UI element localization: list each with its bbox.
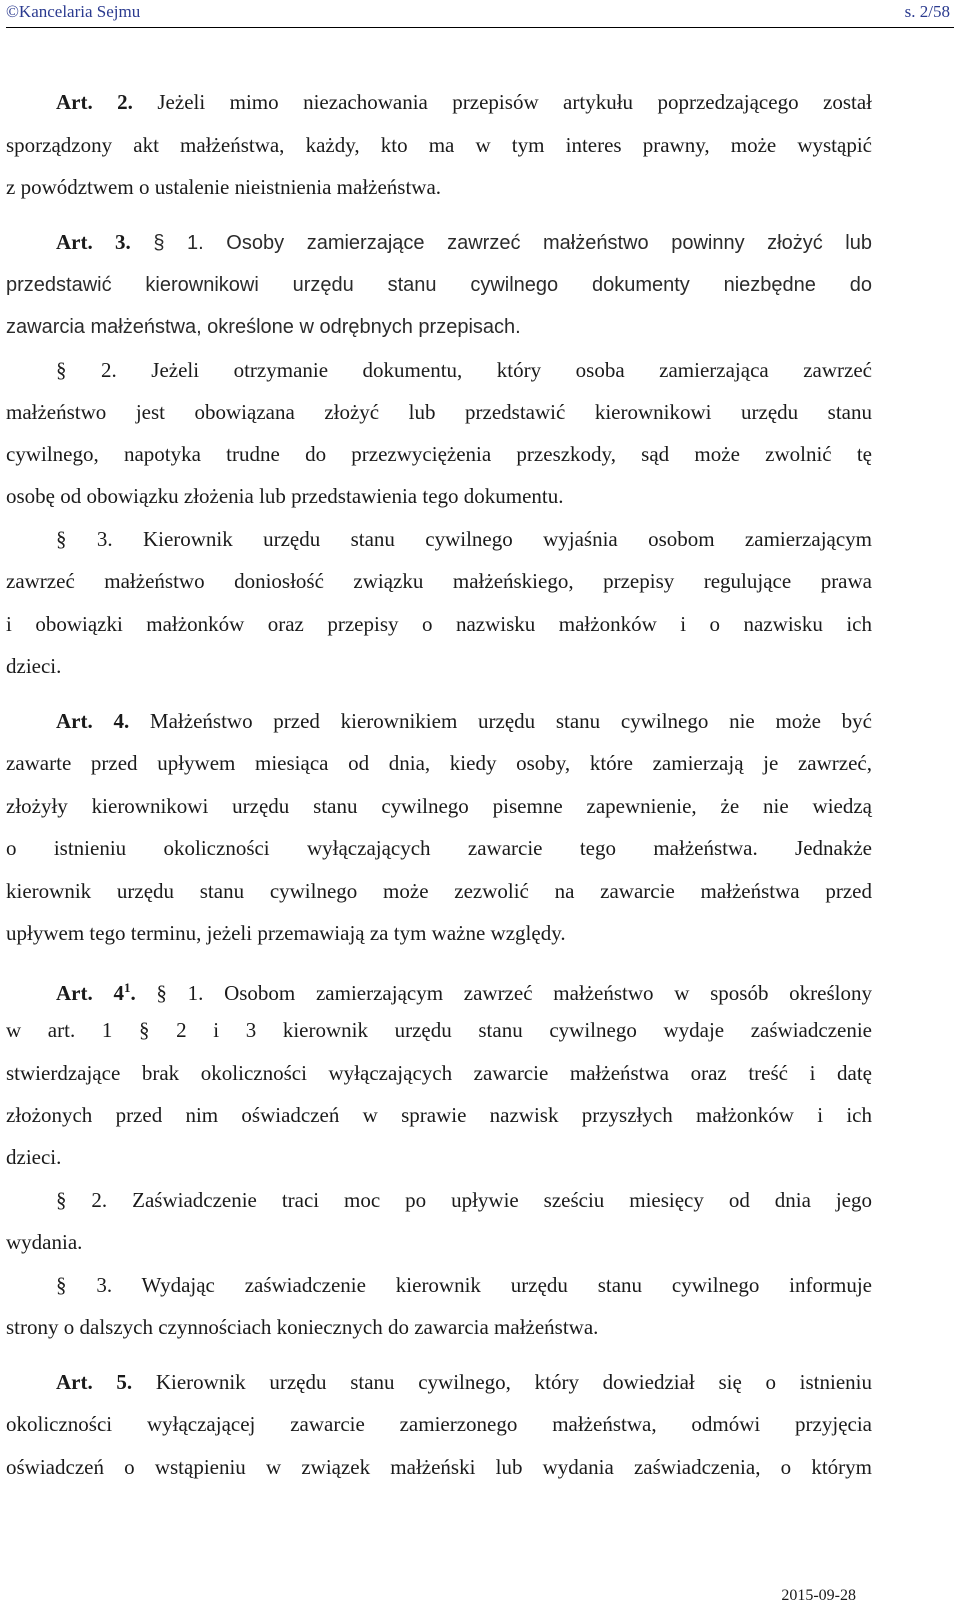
- text-line: złożyły kierownikowi urzędu stanu cywilnego pisemne zapewnienie, że nie wiedzą: [6, 794, 872, 818]
- text-line: § 2. Zaświadczenie traci moc po upływie sześciu miesięcy od dnia jego: [56, 1188, 872, 1212]
- text-line: przedstawić kierownikowi urzędu stanu cywilnego dokumenty niezbędne do: [6, 274, 872, 296]
- article-label: Art. $4^1$.: [56, 980, 136, 1005]
- text-line: § 3. Wydając zaświadczenie kierownik urzędu stanu cywilnego informuje: [56, 1273, 872, 1297]
- text-line: dzieci.: [6, 654, 62, 678]
- page-header: [6, 0, 954, 28]
- text-line: wydania.: [6, 1230, 83, 1254]
- text-line: kierownik urzędu stanu cywilnego może zezwolić na zawarcie małżeństwa przed: [6, 879, 872, 903]
- text-line: Art. $4^1$. § 1. Osobom zamierzającym zawrzeć małżeństwo w sposób określony: [56, 980, 872, 1005]
- text-line: okoliczności wyłączającej zawarcie zamierzonego małżeństwa, odmówi przyjęcia: [6, 1412, 872, 1436]
- header-copyright: ©Kancelaria Sejmu: [6, 2, 141, 21]
- text-line: oświadczeń o wstąpieniu w związek małżeński lub wydania zaświadczenia, o którym: [6, 1455, 872, 1479]
- text-line: osobę od obowiązku złożenia lub przedstawienia tego dokumentu.: [6, 484, 564, 508]
- text-line: upływem tego terminu, jeżeli przemawiają za tym ważne względy.: [6, 921, 566, 945]
- footer-date: 2015-09-28: [781, 1587, 856, 1604]
- article-label: Art. 5.: [56, 1370, 133, 1394]
- text-line: i obowiązki małżonków oraz przepisy o nazwisku małżonków i o nazwisku ich: [6, 612, 872, 636]
- article-label: Art. 3.: [56, 230, 131, 254]
- text-line: strony o dalszych czynnościach koniecznych do zawarcia małżeństwa.: [6, 1315, 599, 1339]
- text-line: zawarcia małżeństwa, określone w odrębnych przepisach.: [6, 316, 521, 338]
- text-line: stwierdzające brak okoliczności wyłączających zawarcie małżeństwa oraz treść i datę: [6, 1061, 872, 1085]
- text-line: w art. 1 § 2 i 3 kierownik urzędu stanu cywilnego wydaje zaświadczenie: [6, 1018, 872, 1042]
- text-line: Art. 5. Kierownik urzędu stanu cywilnego, który dowiedział się o istnieniu: [56, 1370, 872, 1394]
- text-line: § 3. Kierownik urzędu stanu cywilnego wyjaśnia osobom zamierzającym: [56, 527, 872, 551]
- header-page-number: s. 2/58: [904, 2, 950, 21]
- text-line: zawrzeć małżeństwo doniosłość związku małżeńskiego, przepisy regulujące prawa: [6, 569, 872, 593]
- article-label: Art. 2.: [56, 90, 133, 114]
- text-line: Art. 3. § 1. Osoby zamierzające zawrzeć małżeństwo powinny złożyć lub: [56, 230, 872, 254]
- text-line: dzieci.: [6, 1145, 62, 1169]
- text-line: Art. 2. Jeżeli mimo niezachowania przepisów artykułu poprzedzającego został: [56, 90, 872, 114]
- text-line: o istnieniu okoliczności wyłączających zawarcie tego małżeństwa. Jednakże: [6, 836, 872, 860]
- text-line: § 2. Jeżeli otrzymanie dokumentu, który osoba zamierzająca zawrzeć: [56, 358, 872, 382]
- article-label: Art. 4.: [56, 709, 130, 733]
- text-line: z powództwem o ustalenie nieistnienia małżeństwa.: [6, 175, 442, 199]
- text-line: sporządzony akt małżeństwa, każdy, kto ma w tym interes prawny, może wystąpić: [6, 133, 872, 157]
- text-line: cywilnego, napotyka trudne do przezwyciężenia przeszkody, sąd może zwolnić tę: [6, 442, 872, 466]
- text-line: Art. 4. Małżeństwo przed kierownikiem urzędu stanu cywilnego nie może być: [56, 709, 872, 733]
- text-line: złożonych przed nim oświadczeń w sprawie nazwisk przyszłych małżonków i ich: [6, 1103, 872, 1127]
- text-line: małżeństwo jest obowiązana złożyć lub przedstawić kierownikowi urzędu stanu: [6, 400, 872, 424]
- text-line: zawarte przed upływem miesiąca od dnia, kiedy osoby, które zamierzają je zawrzeć,: [6, 751, 872, 775]
